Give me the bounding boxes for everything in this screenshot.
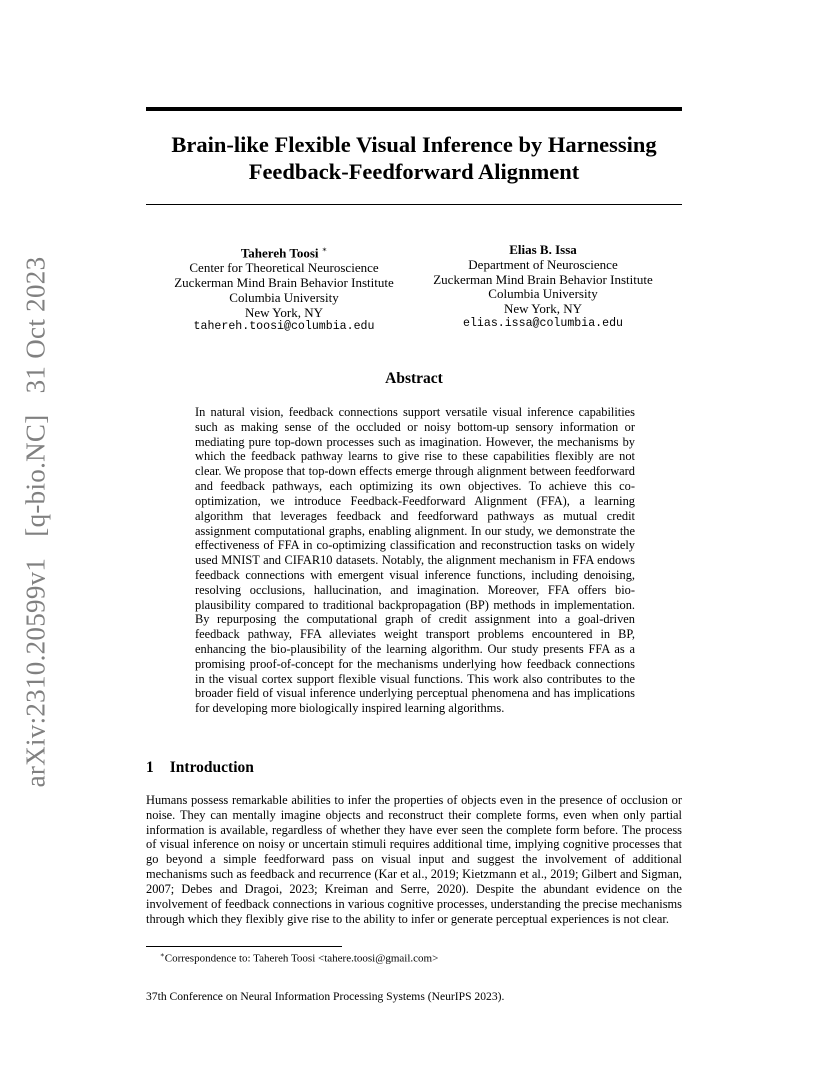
title-line-2: Feedback-Feedforward Alignment xyxy=(248,159,580,184)
abstract-heading: Abstract xyxy=(385,370,443,387)
abstract-body: In natural vision, feedback connections support versatile visual inference capabilities such as making sense of the occluded or noisy bottom-up sensory information or mediating pure top-down processes such as imagination. However, the mechanisms by which the feedback pathway learns to give rise to these capabilities flexibly are not clear. We propose that top-down effects emerge through alignment between feedforward and feedback pathways, each optimizing its own objectives. To achieve this co-optimization, we introduce Feedback-Feedforward Alignment (FFA), a learning algorithm that leverages feedback and feedforward pathways as mutual credit assignment computational graphs, enabling alignment. In our study, we demonstrate the effectiveness of FFA in co-optimizing classification and reconstruction tasks on widely used MNIST and CIFAR10 datasets. Notably, the alignment mechanism in FFA endows feedback connections with emergent visual inference functions, including denoising, resolving occlusions, hallucination, and imagination. Moreover, FFA offers bio-plausibility compared to traditional backpropagation (BP) methods in implementation. By repurposing the computational graph of credit assignment into a goal-driven feedback pathway, FFA alleviates weight transport problems encountered in BP, enhancing the bio-plausibility of the learning algorithm. Our study presents FFA as a promising proof-of-concept for the mechanisms underlying how feedback connections in the visual cortex support flexible visual functions. This work also contributes to the broader field of visual inference underlying perceptual phenomena and has implications for developing more biologically inspired learning algorithms. xyxy=(195,405,635,716)
title-top-rule xyxy=(146,107,682,111)
footnote-marker: ∗ xyxy=(321,245,328,254)
section-title: Introduction xyxy=(169,759,254,776)
footnote xyxy=(160,949,438,966)
title-bottom-rule xyxy=(146,204,682,205)
footnote-marker: ∗ xyxy=(160,951,165,959)
author-affiliation: Department of Neuroscience xyxy=(468,256,618,272)
author-affiliation: Zuckerman Mind Brain Behavior Institute xyxy=(174,274,394,290)
author-email[interactable]: elias.issa@columbia.edu xyxy=(462,316,624,330)
title-line-1: Brain-like Flexible Visual Inference by Harnessing xyxy=(171,132,657,157)
author-name: Elias B. Issa xyxy=(509,242,577,257)
footnote-text: Correspondence to: Tahereh Toosi <tahere.toosi@gmail.com> xyxy=(164,952,439,965)
author-affiliation: Center for Theoretical Neuroscience xyxy=(189,260,379,276)
author-affiliation: Zuckerman Mind Brain Behavior Institute xyxy=(433,271,653,287)
paper-title xyxy=(146,131,682,185)
author-affiliation: Columbia University xyxy=(488,286,598,302)
author-block-1 xyxy=(154,243,414,335)
arxiv-id: arXiv:2310.20599v1 xyxy=(20,557,51,788)
author-affiliation: Columbia University xyxy=(229,289,339,305)
section-heading xyxy=(146,759,254,777)
author-location: New York, NY xyxy=(503,301,582,317)
footnote-rule xyxy=(146,946,342,947)
arxiv-category: [q-bio.NC] xyxy=(20,414,51,537)
conference-note: 37th Conference on Neural Information Processing Systems (NeurIPS 2023). xyxy=(146,990,505,1003)
author-block-2 xyxy=(413,243,673,332)
arxiv-side-stamp xyxy=(21,257,52,788)
author-email[interactable]: tahereh.toosi@columbia.edu xyxy=(193,320,375,334)
author-name: Tahereh Toosi ∗ xyxy=(240,245,328,261)
arxiv-date: 31 Oct 2023 xyxy=(20,256,51,394)
section-number: 1 xyxy=(146,759,154,776)
introduction-paragraph: Humans possess remarkable abilities to infer the properties of objects even in the presence of occlusion or noise. They can mentally imagine objects and reconstruct their complete forms, even when only partial information is available, regardless of whether they have ever seen the complete form before. The process of visual inference on noisy or uncertain stimuli requires additional time, implying cognitive processes that go beyond a simple feedforward pass on visual input and suggest the involvement of additional mechanisms such as feedback and recurrence (Kar et al., 2019; Kietzmann et al., 2019; Gilbert and Sigman, 2007; Debes and Dragoi, 2023; Kreiman and Serre, 2020). Despite the abundant evidence on the involvement of feedback connections in various cognitive processes, understanding the precise mechanisms through which they flexibly give rise to the ability to infer or generate perceptual experiences is not clear. xyxy=(146,793,682,926)
author-location: New York, NY xyxy=(244,304,323,320)
